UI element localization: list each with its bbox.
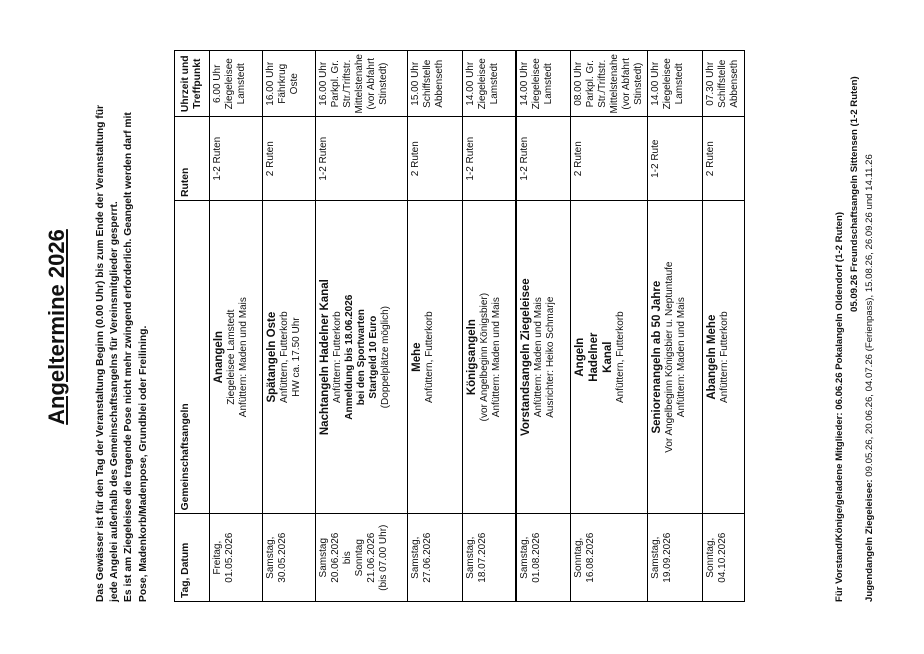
time-line: Parkpl. Gr. (330, 60, 341, 108)
date-line: 20.06.2026 (330, 532, 341, 583)
time-line: Stinstedt) (633, 62, 644, 105)
date-cell (648, 514, 703, 602)
time-cell (571, 51, 648, 118)
time-line: Stinstedt) (378, 62, 389, 105)
routes-cell: 2 Ruten (263, 117, 316, 200)
time-line: 16.00 Uhr (265, 61, 276, 106)
event-cell (648, 200, 703, 513)
intro-text (94, 17, 151, 602)
date-line: 01.08.2026 (530, 532, 542, 583)
time-line: Parkpl. Gr. (585, 60, 596, 108)
event-title: Angeln (574, 337, 586, 377)
date-cell (571, 514, 648, 602)
time-line: Ziegeleisee (224, 58, 235, 110)
time-line: 14.00 Uhr (518, 61, 530, 106)
event-detail: Anfüttern, Futterkorb (615, 311, 626, 404)
date-line: Sonntag, (573, 537, 584, 578)
event-note: Anmeldung bis 18.06.2026 (344, 294, 355, 420)
event-note: Startgeld 10 Euro (368, 315, 379, 399)
date-line: Samstag, (465, 536, 476, 579)
date-cell (463, 514, 516, 602)
time-line: 08.00 Uhr (573, 61, 584, 106)
time-line: Schiffstelle (422, 59, 433, 108)
header-routes: Ruten (175, 117, 210, 200)
event-detail: (vor Angelbeginn Königsbier) (479, 292, 490, 422)
intro-line: Pose, Madenkorb/Madenpose, Grundblei oder Freilining. (137, 325, 149, 602)
time-cell (316, 51, 408, 118)
event-detail: HW ca. 17.50 Uhr (291, 317, 302, 397)
event-cell (516, 200, 571, 513)
time-cell (408, 51, 463, 118)
table-header-row (175, 51, 210, 602)
time-line: Ziegeleisee (530, 58, 542, 110)
event-detail: Anfüttern: Futterkorb (719, 311, 730, 404)
date-line: 16.08.2026 (585, 532, 596, 583)
time-line: (vor Abfahrt (621, 57, 632, 110)
event-detail: Anfüttern, Futterkorb (279, 311, 290, 404)
table-row (210, 51, 263, 602)
event-detail: Vor Angelbeginn Königsbier u. Neptuntaufe (664, 261, 675, 453)
events-table (174, 50, 745, 602)
event-detail: Anfüttern, Futterkorb (424, 311, 435, 404)
event-cell (571, 200, 648, 513)
intro-line: jede Angelei außerhalb des Gemeinschaftsangelns für Vereinsmitglieder gesperrt. (109, 201, 121, 602)
footer-line-2: 05.09.26 Freundschaftsangeln Sittensen (1-2 Ruten) (849, 76, 860, 312)
event-detail: (Doppelplätze möglich) (380, 306, 391, 409)
routes-cell: 1-2 Ruten (210, 117, 263, 200)
date-cell (210, 514, 263, 602)
event-title: Spätangeln Oste (266, 311, 278, 403)
date-cell (703, 514, 745, 602)
footer (832, 12, 877, 602)
routes-cell: 1-2 Ruten (516, 117, 571, 200)
date-line: 21.06.2026 (366, 532, 377, 583)
footer-youth-dates: 09.05.26, 20.06.26, 04.07.26 (Ferienpass), 15.08.26, 26.09.26 und 14.11.26 (864, 154, 875, 480)
event-detail: Anfüttern: Maden und Mais (491, 297, 502, 418)
event-detail: Anfüttern: Maden und Mais (676, 297, 687, 418)
time-line: Mittelstenahe (354, 54, 365, 114)
time-line: 14.00 Uhr (465, 61, 476, 106)
time-line: Ziegeleisee (477, 58, 488, 110)
date-cell (316, 514, 408, 602)
table-row (516, 51, 571, 602)
time-line: Abbenseth (434, 59, 445, 108)
time-line: Lamstedt (489, 63, 500, 105)
time-line: 14.00 Uhr (650, 61, 661, 106)
event-cell (316, 200, 408, 513)
page-title: Angeltermine 2026 (44, 229, 69, 425)
table-row (408, 51, 463, 602)
table-row (703, 51, 745, 602)
routes-cell: 2 Ruten (571, 117, 648, 200)
time-cell (516, 51, 571, 118)
routes-cell: 2 Ruten (703, 117, 745, 200)
event-detail: Ziegeleisee Lamstedt (226, 309, 237, 405)
date-cell (263, 514, 316, 602)
time-line: Str./Triftstr. (597, 59, 608, 108)
intro-line: Das Gewässer ist für den Tag der Veranstaltung Beginn (0.00 Uhr) bis zum Ende der Veranstaltung für (95, 104, 106, 602)
footer-line-1: Für Vorstand/Könige/geladene Mitglieder: 06.06.26 Pokalangeln Oldendorf (1-2 Ruten) (834, 211, 845, 602)
time-line: 15.00 Uhr (410, 61, 421, 106)
time-line: 6.00 Uhr (212, 64, 223, 103)
event-detail: Anfüttern: Futterkorb (332, 311, 343, 404)
time-line: Lamstedt (236, 63, 247, 105)
time-cell (463, 51, 516, 118)
date-line: (bis 07.00 Uhr) (378, 524, 389, 591)
event-title: Anangeln (213, 330, 225, 384)
event-detail: Anfüttern: Maden und Mais (238, 297, 249, 418)
time-line: Fährkrug Oste (277, 63, 300, 104)
header-time: Uhrzeit und Treffpunkt (175, 51, 210, 118)
event-title: Vorstandsangeln Ziegeleisee (519, 278, 532, 436)
time-line: Schiffstelle (717, 59, 728, 108)
table-row (648, 51, 703, 602)
table-row (316, 51, 408, 602)
event-title: Hadelner (588, 332, 600, 382)
event-cell (703, 200, 745, 513)
date-line: Sonntag (354, 539, 365, 577)
event-detail: Ausrichter: Heiko Schmarje (544, 296, 556, 418)
header-date: Tag, Datum (175, 514, 210, 602)
routes-cell: 1-2 Ruten (316, 117, 408, 200)
time-cell (703, 51, 745, 118)
date-line: 27.06.2026 (422, 532, 433, 583)
header-event: Gemeinschaftsangeln (175, 200, 210, 513)
event-cell (408, 200, 463, 513)
date-line: 04.10.2026 (717, 532, 728, 583)
time-line: Lamstedt (542, 63, 554, 105)
date-cell (408, 514, 463, 602)
date-line: bis (342, 551, 353, 565)
date-line: Samstag, (518, 536, 530, 579)
date-line: Freitag, (212, 540, 223, 575)
event-title: Kanal (602, 341, 614, 373)
date-line: Sonntag, (705, 537, 716, 578)
table-row (263, 51, 316, 602)
time-line: Lamstedt (674, 63, 685, 105)
event-title: Mehe (411, 342, 423, 372)
time-line: 16.00 Uhr (318, 61, 329, 106)
footer-youth-label: Jugendangeln Ziegeleisee: (864, 479, 875, 602)
event-title: Nachtangeln Hadelner Kanal (319, 279, 331, 436)
routes-cell: 1-2 Ruten (463, 117, 516, 200)
intro-line: Es ist am Ziegeleisee die tragende Pose nicht mehr zwingend erforderlich. Geangelt werden darf mit (123, 112, 135, 602)
time-line: Abbenseth (729, 59, 740, 108)
routes-cell: 1-2 Rute (648, 117, 703, 200)
date-line: 30.05.2026 (277, 532, 288, 583)
date-line: 19.09.2026 (662, 532, 673, 583)
date-cell (516, 514, 571, 602)
routes-cell: 2 Ruten (408, 117, 463, 200)
time-cell (648, 51, 703, 118)
time-line: Ziegeleisee (662, 58, 673, 110)
event-title: Königsangeln (466, 319, 478, 396)
date-line: Samstag, (265, 536, 276, 579)
time-cell (210, 51, 263, 118)
footer-line-3 (862, 12, 877, 602)
date-line: Samstag (318, 537, 329, 578)
table-row (463, 51, 516, 602)
time-line: Str./Triftstr. (342, 59, 353, 108)
event-title: Seniorenangeln ab 50 Jahre (651, 280, 663, 434)
event-title: Abangeln Mehe (706, 314, 718, 400)
event-cell (263, 200, 316, 513)
date-line: 01.05.2026 (224, 532, 235, 583)
event-cell (463, 200, 516, 513)
time-line: (vor Abfahrt (366, 57, 377, 110)
event-detail: Anfüttern: Maden und Mais (532, 297, 544, 418)
date-line: Samstag, (410, 536, 421, 579)
event-note: bei den Sportwarten (356, 309, 367, 406)
date-line: Samstag, (650, 536, 661, 579)
event-cell (210, 200, 263, 513)
table-row (571, 51, 648, 602)
time-line: 07.30 Uhr (705, 61, 716, 106)
date-line: 18.07.2026 (477, 532, 488, 583)
time-cell (263, 51, 316, 118)
time-line: Mittelstenahe (609, 54, 620, 114)
